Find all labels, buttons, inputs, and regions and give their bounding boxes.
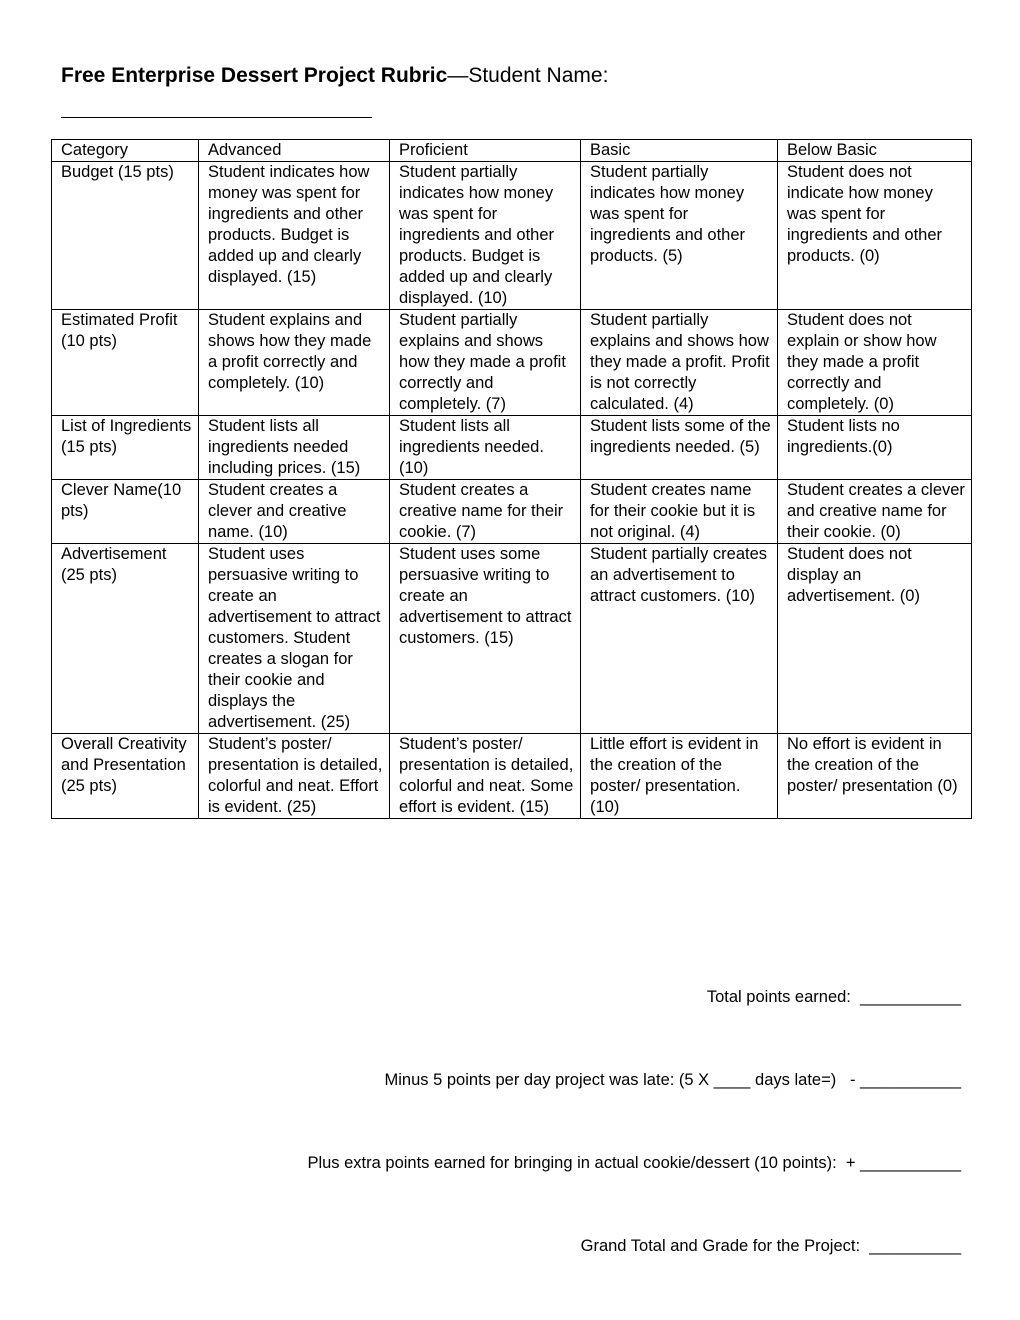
proficient-cell: Student creates a creative name for their cookie. (7) <box>390 480 581 544</box>
below-basic-cell: No effort is evident in the creation of the poster/ presentation (0) <box>778 734 972 819</box>
grand-total-line: Grand Total and Grade for the Project: __________ <box>580 1237 961 1255</box>
category-cell: Estimated Profit (10 pts) <box>52 310 199 416</box>
total-points-line: Total points earned: ___________ <box>706 988 961 1006</box>
basic-cell: Little effort is evident in the creation of the poster/ presentation. (10) <box>581 734 778 819</box>
late-deduction-line: Minus 5 points per day project was late: (5 X ____ days late=) - ___________ <box>384 1071 961 1089</box>
below-basic-cell: Student does not indicate how money was spent for ingredients and other products. (0) <box>778 162 972 310</box>
proficient-cell: Student partially indicates how money was spent for ingredients and other products. Budget is added up and clearly displayed. (10) <box>390 162 581 310</box>
title-bold: Free Enterprise Dessert Project Rubric <box>61 64 448 87</box>
page-title <box>61 62 608 90</box>
advanced-cell: Student creates a clever and creative name. (10) <box>199 480 390 544</box>
table-row-estimated-profit <box>52 310 972 416</box>
advanced-cell: Student uses persuasive writing to create an advertisement to attract customers. Student creates a slogan for their cookie and displays the advertisement. (25) <box>199 544 390 734</box>
table-row-overall-creativity <box>52 734 972 819</box>
below-basic-cell: Student does not display an advertisement. (0) <box>778 544 972 734</box>
student-name-label: —Student Name: <box>447 64 609 87</box>
below-basic-cell: Student lists no ingredients.(0) <box>778 416 972 480</box>
header-cell-basic: Basic <box>581 140 778 162</box>
basic-cell: Student partially explains and shows how they made a profit. Profit is not correctly calculated. (4) <box>581 310 778 416</box>
basic-cell: Student creates name for their cookie but it is not original. (4) <box>581 480 778 544</box>
category-cell: Budget (15 pts) <box>52 162 199 310</box>
basic-cell: Student partially creates an advertisement to attract customers. (10) <box>581 544 778 734</box>
proficient-cell: Student uses some persuasive writing to create an advertisement to attract customers. (15) <box>390 544 581 734</box>
advanced-cell: Student explains and shows how they made a profit correctly and completely. (10) <box>199 310 390 416</box>
table-row-advertisement <box>52 544 972 734</box>
table-row-list-of-ingredients <box>52 416 972 480</box>
proficient-cell: Student partially explains and shows how they made a profit correctly and completely. (7) <box>390 310 581 416</box>
extra-points-line: Plus extra points earned for bringing in actual cookie/dessert (10 points): + ___________ <box>307 1154 961 1172</box>
category-cell: List of Ingredients (15 pts) <box>52 416 199 480</box>
header-cell-category: Category <box>52 140 199 162</box>
basic-cell: Student partially indicates how money was spent for ingredients and other products. (5) <box>581 162 778 310</box>
table-row-budget <box>52 162 972 310</box>
table-row-clever-name <box>52 480 972 544</box>
category-cell: Advertisement (25 pts) <box>52 544 199 734</box>
header-cell-proficient: Proficient <box>390 140 581 162</box>
category-cell: Clever Name(10 pts) <box>52 480 199 544</box>
advanced-cell: Student indicates how money was spent for ingredients and other products. Budget is added up and clearly displayed. (15) <box>199 162 390 310</box>
advanced-cell: Student’s poster/ presentation is detailed, colorful and neat. Effort is evident. (25) <box>199 734 390 819</box>
advanced-cell: Student lists all ingredients needed including prices. (15) <box>199 416 390 480</box>
header-cell-below-basic: Below Basic <box>778 140 972 162</box>
rubric-table <box>51 139 972 819</box>
below-basic-cell: Student creates a clever and creative name for their cookie. (0) <box>778 480 972 544</box>
proficient-cell: Student’s poster/ presentation is detailed, colorful and neat. Some effort is evident. (15) <box>390 734 581 819</box>
totals-section <box>307 945 961 1298</box>
proficient-cell: Student lists all ingredients needed. (10) <box>390 416 581 480</box>
header-cell-advanced: Advanced <box>199 140 390 162</box>
below-basic-cell: Student does not explain or show how they made a profit correctly and completely. (0) <box>778 310 972 416</box>
table-header-row <box>52 140 972 162</box>
basic-cell: Student lists some of the ingredients needed. (5) <box>581 416 778 480</box>
student-name-blank-line <box>61 117 372 118</box>
category-cell: Overall Creativity and Presentation (25 pts) <box>52 734 199 819</box>
